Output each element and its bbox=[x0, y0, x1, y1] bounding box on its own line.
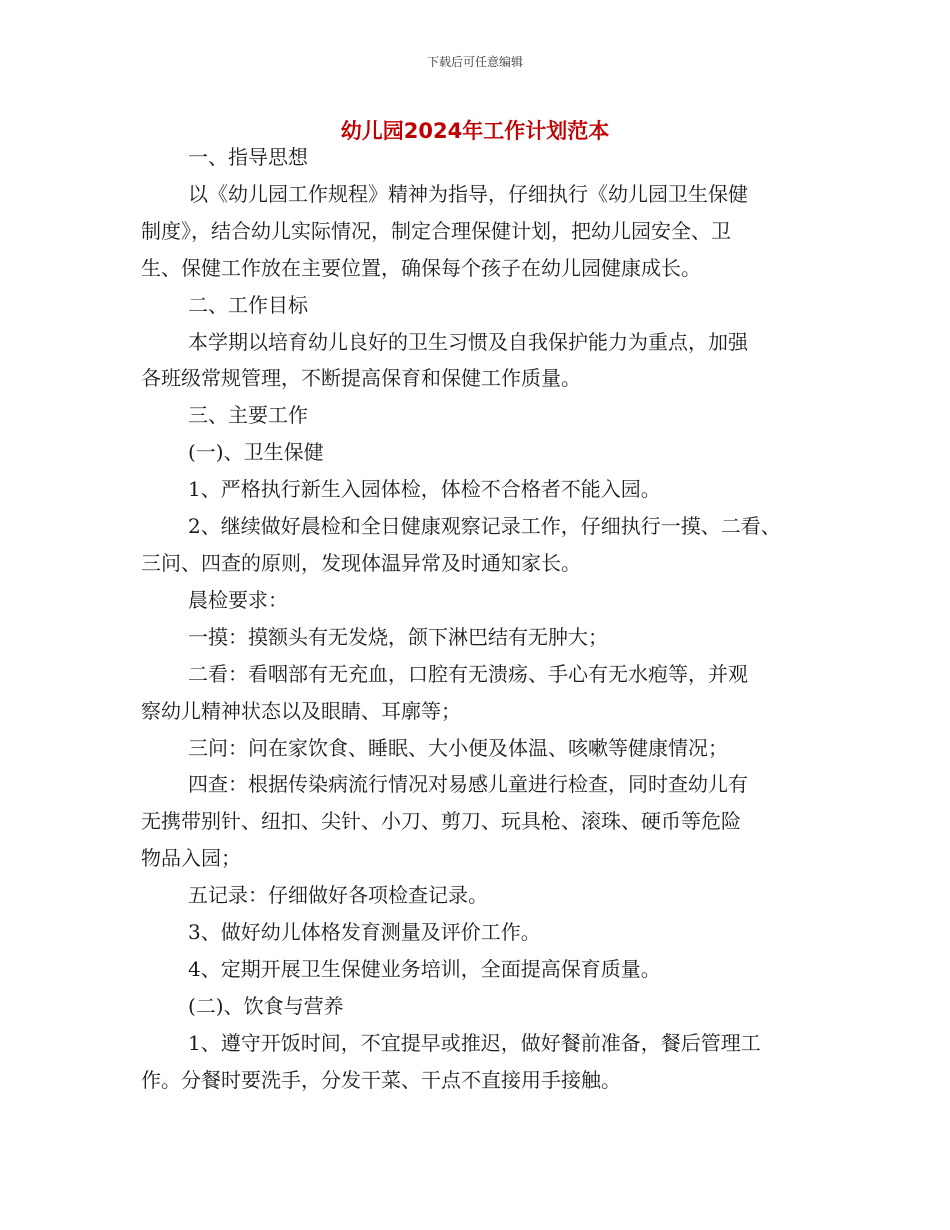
body-line: 作。分餐时要洗手，分发干菜、干点不直接用手接触。 bbox=[141, 1067, 621, 1092]
body-line: 四查：根据传染病流行情况对易感儿童进行检查，同时查幼儿有 bbox=[188, 772, 748, 797]
body-line: 一、指导思想 bbox=[188, 145, 308, 169]
body-line: 五记录：仔细做好各项检查记录。 bbox=[188, 883, 488, 908]
body-line: 1、严格执行新生入园体检，体检不合格者不能入园。 bbox=[188, 477, 661, 502]
body-line: 晨检要求： bbox=[188, 587, 288, 612]
body-line: 制度》，结合幼儿实际情况，制定合理保健计划，把幼儿园安全、卫 bbox=[141, 218, 731, 243]
body-line: 察幼儿精神状态以及眼睛、耳廓等； bbox=[141, 698, 461, 723]
body-line: (二)、饮食与营养 bbox=[188, 993, 344, 1018]
body-line: 三问：问在家饮食、睡眠、大小便及体温、咳嗽等健康情况； bbox=[188, 735, 728, 760]
body-line: 一摸：摸额头有无发烧，颌下淋巴结有无肿大； bbox=[188, 624, 608, 649]
body-line: 无携带别针、纽扣、尖针、小刀、剪刀、玩具枪、滚珠、硬币等危险 bbox=[141, 809, 741, 834]
body-line: 二、工作目标 bbox=[188, 292, 308, 317]
body-line: 本学期以培育幼儿良好的卫生习惯及自我保护能力为重点，加强 bbox=[188, 329, 748, 354]
body-line: 2、继续做好晨检和全日健康观察记录工作，仔细执行一摸、二看、 bbox=[188, 514, 781, 539]
body-line: 三问、四查的原则，发现体温异常及时通知家长。 bbox=[141, 550, 581, 575]
body-line: 生、保健工作放在主要位置，确保每个孩子在幼儿园健康成长。 bbox=[141, 255, 701, 280]
body-line: 各班级常规管理，不断提高保育和保健工作质量。 bbox=[141, 366, 581, 391]
document-body bbox=[141, 139, 821, 1099]
body-line: 以《幼儿园工作规程》精神为指导，仔细执行《幼儿园卫生保健 bbox=[188, 181, 748, 206]
body-line: 1、遵守开饭时间，不宜提早或推迟，做好餐前准备，餐后管理工 bbox=[188, 1030, 761, 1055]
body-line: 3、做好幼儿体格发育测量及评价工作。 bbox=[188, 920, 541, 945]
body-line: 三、主要工作 bbox=[188, 403, 308, 428]
document-title: 幼儿园2024年工作计划范本 bbox=[340, 119, 610, 143]
body-line: 物品入园； bbox=[141, 846, 241, 871]
body-line: (一)、卫生保健 bbox=[188, 440, 324, 465]
body-line: 二看：看咽部有无充血，口腔有无溃疡、手心有无水疱等，并观 bbox=[188, 661, 748, 686]
body-line: 4、定期开展卫生保健业务培训，全面提高保育质量。 bbox=[188, 956, 661, 981]
page-header: 下载后可任意编辑 bbox=[426, 55, 523, 69]
